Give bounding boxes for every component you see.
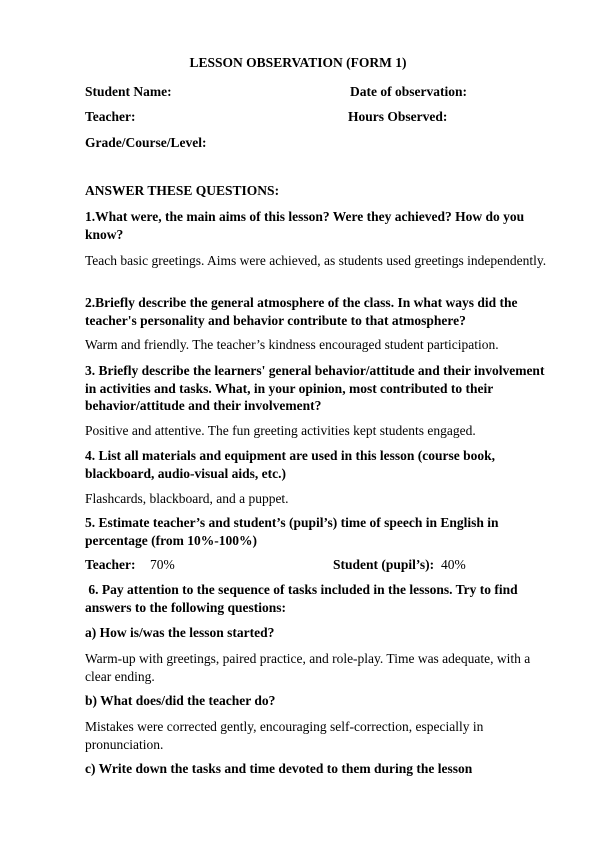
question-3: 3. Briefly describe the learners' general behavior/attitude and their involvement in activities and tasks. What, in your opinion, most contributed to their behavior/attitude and their involvement? xyxy=(85,363,545,413)
answer-2: Warm and friendly. The teacher’s kindness encouraged student participation. xyxy=(85,337,499,352)
hours-observed-label: Hours Observed: xyxy=(348,109,448,124)
speech-student-label: Student (pupil’s): xyxy=(333,557,435,572)
question-2: 2.Briefly describe the general atmosphere of the class. In what ways did the teacher's personality and behavior contribute to that atmosphere? xyxy=(85,295,518,328)
section-heading: ANSWER THESE QUESTIONS: xyxy=(85,183,280,198)
answer-4: Flashcards, blackboard, and a puppet. xyxy=(85,491,289,506)
question-6: 6. Pay attention to the sequence of tasks included in the lessons. Try to find answers to the following questions: xyxy=(85,582,522,615)
speech-teacher-label: Teacher: xyxy=(85,557,136,572)
answer-1: Teach basic greetings. Aims were achieved, as students used greetings independently. xyxy=(85,253,547,268)
answer-6a: Warm-up with greetings, paired practice, and role-play. Time was adequate, with a clear ending. xyxy=(85,651,531,684)
speech-student-value: 40% xyxy=(441,557,466,572)
question-6c: c) Write down the tasks and time devoted to them during the lesson xyxy=(85,761,473,776)
date-of-observation-label: Date of observation: xyxy=(350,84,467,99)
speech-teacher-value: 70% xyxy=(150,557,175,572)
question-4: 4. List all materials and equipment are used in this lesson (course book, blackboard, audio-visual aids, etc.) xyxy=(85,448,496,481)
grade-course-level-label: Grade/Course/Level: xyxy=(85,135,207,150)
page-title: LESSON OBSERVATION (FORM 1) xyxy=(189,55,407,70)
question-5: 5. Estimate teacher’s and student’s (pupil’s) time of speech in English in percentage (from 10%-100%) xyxy=(85,515,499,548)
answer-3: Positive and attentive. The fun greeting activities kept students engaged. xyxy=(85,423,476,438)
question-6b: b) What does/did the teacher do? xyxy=(85,693,276,708)
question-1: 1.What were, the main aims of this lesson? Were they achieved? How do you know? xyxy=(85,209,525,242)
answer-6b: Mistakes were corrected gently, encouraging self-correction, especially in pronunciation. xyxy=(85,719,484,752)
question-6a: a) How is/was the lesson started? xyxy=(85,625,275,640)
teacher-label: Teacher: xyxy=(85,109,136,124)
student-name-label: Student Name: xyxy=(85,84,172,99)
